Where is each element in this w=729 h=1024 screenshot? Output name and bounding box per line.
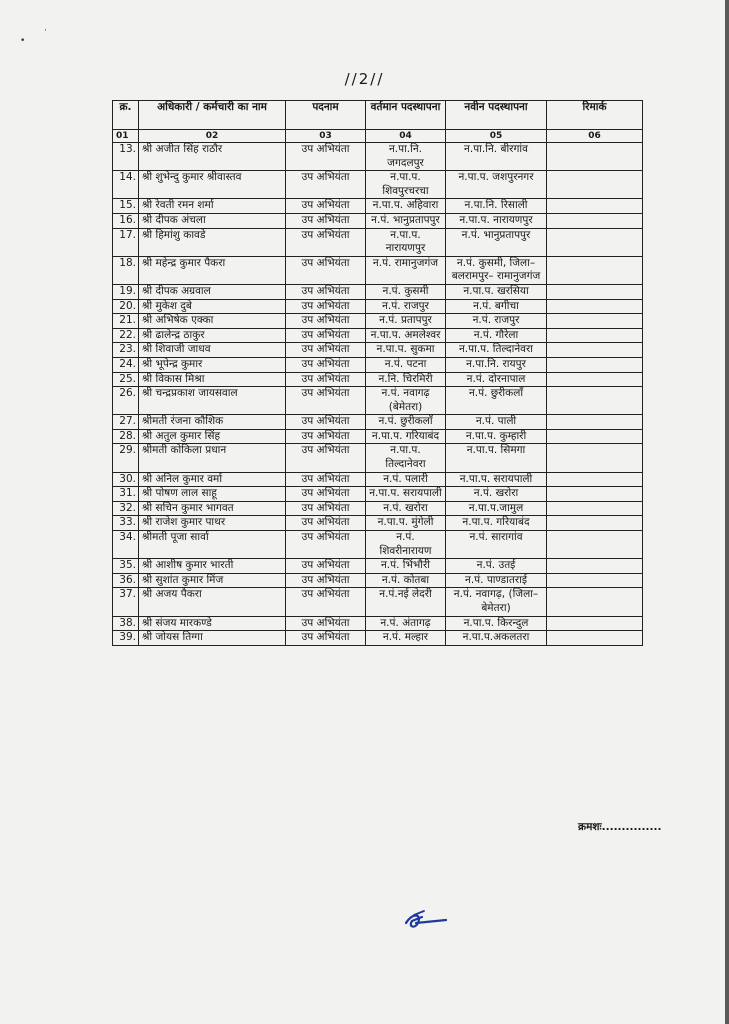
col-code: 01	[113, 130, 139, 143]
cell-officer-name: श्री शिवाजी जाधव	[139, 343, 286, 358]
cell-new-posting: न.पा.प.अकलतरा	[446, 631, 547, 646]
cell-remark	[547, 372, 643, 387]
cell-designation: उप अभियंता	[286, 631, 366, 646]
cell-officer-name: श्री चन्द्रप्रकाश जायसवाल	[139, 387, 286, 415]
cell-sno: 36.	[113, 573, 139, 588]
cell-sno: 35.	[113, 559, 139, 574]
table-row	[113, 213, 643, 228]
cell-remark	[547, 444, 643, 472]
cell-current-posting: न.पं. पटना	[366, 357, 446, 372]
scan-speck: ·	[44, 26, 47, 36]
col-header-sno: क्र.	[113, 101, 139, 130]
cell-current-posting: न.पं. नवागढ़ (बेमेतरा)	[366, 387, 446, 415]
cell-new-posting: न.पं. भानुप्रतापपुर	[446, 228, 547, 256]
cell-remark	[547, 501, 643, 516]
cell-officer-name: श्री पोषण लाल साहू	[139, 487, 286, 502]
cell-remark	[547, 199, 643, 214]
cell-current-posting: न.पं. कोतबा	[366, 573, 446, 588]
page-edge-shadow	[725, 0, 729, 1024]
cell-designation: उप अभियंता	[286, 429, 366, 444]
cell-officer-name: श्री सचिन कुमार भागवत	[139, 501, 286, 516]
cell-officer-name: श्री दीपक अंचला	[139, 213, 286, 228]
cell-new-posting: न.पा.प. गरियाबंद	[446, 516, 547, 531]
signature-mark	[400, 905, 450, 933]
cell-sno: 31.	[113, 487, 139, 502]
cell-new-posting: न.पं. बगीचा	[446, 299, 547, 314]
cell-new-posting: न.पा.प. कुम्हारी	[446, 429, 547, 444]
cell-new-posting: न.पा.प. नारायणपुर	[446, 213, 547, 228]
col-header-designation: पदनाम	[286, 101, 366, 130]
cell-current-posting: न.पं. खरोरा	[366, 501, 446, 516]
cell-designation: उप अभियंता	[286, 228, 366, 256]
table-row	[113, 631, 643, 646]
cell-remark	[547, 143, 643, 171]
cell-new-posting: न.पा.नि. रिसाली	[446, 199, 547, 214]
cell-new-posting: न.पा.प. तिल्दानेवरा	[446, 343, 547, 358]
col-header-new-posting: नवीन पदस्थापना	[446, 101, 547, 130]
cell-current-posting: न.पं.नई लेदरी	[366, 588, 446, 616]
cell-remark	[547, 472, 643, 487]
cell-new-posting: न.पं. खरोरा	[446, 487, 547, 502]
table-row	[113, 314, 643, 329]
cell-new-posting: न.पं. कुसमी, जिला–बलरामपुर– रामानुजगंज	[446, 256, 547, 284]
cell-designation: उप अभियंता	[286, 516, 366, 531]
cell-remark	[547, 387, 643, 415]
cell-officer-name: श्री महेन्द्र कुमार पैकरा	[139, 256, 286, 284]
cell-remark	[547, 228, 643, 256]
cell-new-posting: न.पा.प.जामुल	[446, 501, 547, 516]
cell-remark	[547, 516, 643, 531]
cell-new-posting: न.पं. उतई	[446, 559, 547, 574]
cell-current-posting: न.पा.प. अहिवारा	[366, 199, 446, 214]
cell-current-posting: न.पा.प. अमलेश्वर	[366, 328, 446, 343]
cell-officer-name: श्री हिमांशु कावडे	[139, 228, 286, 256]
cell-sno: 14.	[113, 171, 139, 199]
table-row	[113, 501, 643, 516]
cell-current-posting: न.पं. राजपुर	[366, 299, 446, 314]
cell-officer-name: श्रीमती रंजना कौशिक	[139, 415, 286, 430]
cell-designation: उप अभियंता	[286, 213, 366, 228]
table-row	[113, 343, 643, 358]
cell-new-posting: न.पं. राजपुर	[446, 314, 547, 329]
cell-current-posting: न.नि. चिरमिरी	[366, 372, 446, 387]
cell-designation: उप अभियंता	[286, 284, 366, 299]
col-code: 04	[366, 130, 446, 143]
cell-new-posting: न.पं. पाली	[446, 415, 547, 430]
column-code-row	[113, 130, 643, 143]
cell-remark	[547, 284, 643, 299]
cell-current-posting: न.पा.प. गरियाबंद	[366, 429, 446, 444]
cell-current-posting: न.पं. छुरीकलाँ	[366, 415, 446, 430]
cell-designation: उप अभियंता	[286, 531, 366, 559]
cell-designation: उप अभियंता	[286, 501, 366, 516]
cell-remark	[547, 616, 643, 631]
col-code: 06	[547, 130, 643, 143]
cell-sno: 15.	[113, 199, 139, 214]
cell-officer-name: श्री रेवती रमन शर्मा	[139, 199, 286, 214]
cell-designation: उप अभियंता	[286, 143, 366, 171]
cell-officer-name: श्री भूपेन्द्र कुमार	[139, 357, 286, 372]
cell-current-posting: न.पा.नि. जगदलपुर	[366, 143, 446, 171]
table-row	[113, 429, 643, 444]
cell-sno: 23.	[113, 343, 139, 358]
cell-remark	[547, 328, 643, 343]
table-row	[113, 588, 643, 616]
cell-designation: उप अभियंता	[286, 387, 366, 415]
cell-designation: उप अभियंता	[286, 256, 366, 284]
cell-new-posting: न.पा.प. सिमगा	[446, 444, 547, 472]
cell-sno: 33.	[113, 516, 139, 531]
table-row	[113, 299, 643, 314]
cell-officer-name: श्री अनिल कुमार वर्मा	[139, 472, 286, 487]
cell-designation: उप अभियंता	[286, 343, 366, 358]
cell-designation: उप अभियंता	[286, 199, 366, 214]
col-header-remark: रिमार्क	[547, 101, 643, 130]
cell-officer-name: श्री राजेश कुमार पाथर	[139, 516, 286, 531]
table-row	[113, 228, 643, 256]
cell-sno: 39.	[113, 631, 139, 646]
table-row	[113, 328, 643, 343]
cell-officer-name: श्रीमती कोकिला प्रधान	[139, 444, 286, 472]
cell-remark	[547, 631, 643, 646]
cell-remark	[547, 299, 643, 314]
cell-remark	[547, 256, 643, 284]
page-number: //2//	[344, 70, 385, 88]
cell-remark	[547, 213, 643, 228]
table-row	[113, 143, 643, 171]
cell-remark	[547, 531, 643, 559]
cell-current-posting: न.पं. प्रतापपुर	[366, 314, 446, 329]
table-row	[113, 199, 643, 214]
cell-current-posting: न.पं. शिवरीनारायण	[366, 531, 446, 559]
table-row	[113, 357, 643, 372]
cell-current-posting: न.पं. भिंभौरी	[366, 559, 446, 574]
continued-note: क्रमशः...............	[578, 821, 662, 833]
cell-new-posting: न.पा.प. सरायपाली	[446, 472, 547, 487]
cell-remark	[547, 357, 643, 372]
cell-new-posting: न.पा.प. जशपुरनगर	[446, 171, 547, 199]
col-code: 05	[446, 130, 547, 143]
cell-officer-name: श्री अजीत सिंह राठौर	[139, 143, 286, 171]
cell-new-posting: न.पं. गौरेला	[446, 328, 547, 343]
cell-designation: उप अभियंता	[286, 616, 366, 631]
cell-designation: उप अभियंता	[286, 299, 366, 314]
cell-sno: 25.	[113, 372, 139, 387]
cell-officer-name: श्री अभिषेक एक्का	[139, 314, 286, 329]
transfer-order-table	[112, 100, 643, 646]
cell-sno: 24.	[113, 357, 139, 372]
cell-sno: 37.	[113, 588, 139, 616]
table-row	[113, 616, 643, 631]
cell-current-posting: न.पं. कुसमी	[366, 284, 446, 299]
cell-new-posting: न.पा.नि. रायपुर	[446, 357, 547, 372]
cell-new-posting: न.पं. नवागढ़, (जिला–बेमेतरा)	[446, 588, 547, 616]
cell-sno: 17.	[113, 228, 139, 256]
cell-sno: 19.	[113, 284, 139, 299]
cell-designation: उप अभियंता	[286, 559, 366, 574]
cell-sno: 22.	[113, 328, 139, 343]
cell-current-posting: न.पं. मल्हार	[366, 631, 446, 646]
table-row	[113, 284, 643, 299]
cell-officer-name: श्री अजय पैकरा	[139, 588, 286, 616]
cell-designation: उप अभियंता	[286, 328, 366, 343]
cell-officer-name: श्री अतुल कुमार सिंह	[139, 429, 286, 444]
table-row	[113, 559, 643, 574]
cell-new-posting: न.पं. दोरनापाल	[446, 372, 547, 387]
table-row	[113, 171, 643, 199]
cell-sno: 13.	[113, 143, 139, 171]
cell-sno: 20.	[113, 299, 139, 314]
table-row	[113, 256, 643, 284]
cell-new-posting: न.पा.नि. बीरगांव	[446, 143, 547, 171]
cell-remark	[547, 314, 643, 329]
cell-current-posting: न.पा.प. नारायणपुर	[366, 228, 446, 256]
table-row	[113, 531, 643, 559]
cell-remark	[547, 171, 643, 199]
cell-officer-name: श्री आशीष कुमार भारती	[139, 559, 286, 574]
cell-officer-name: श्री विकास मिश्रा	[139, 372, 286, 387]
cell-sno: 16.	[113, 213, 139, 228]
cell-new-posting: न.पं. सारागांव	[446, 531, 547, 559]
table-row	[113, 372, 643, 387]
col-code: 03	[286, 130, 366, 143]
table-row	[113, 444, 643, 472]
cell-officer-name: श्री शुभेन्दु कुमार श्रीवास्तव	[139, 171, 286, 199]
col-code: 02	[139, 130, 286, 143]
cell-current-posting: न.पा.प. मुंगेली	[366, 516, 446, 531]
cell-new-posting: न.पं. पाण्डातराई	[446, 573, 547, 588]
cell-sno: 32.	[113, 501, 139, 516]
cell-designation: उप अभियंता	[286, 444, 366, 472]
table-row	[113, 573, 643, 588]
cell-sno: 29.	[113, 444, 139, 472]
cell-designation: उप अभियंता	[286, 357, 366, 372]
cell-new-posting: न.पं. छुरीकलाँ	[446, 387, 547, 415]
cell-remark	[547, 573, 643, 588]
cell-remark	[547, 588, 643, 616]
cell-sno: 26.	[113, 387, 139, 415]
cell-officer-name: श्री दीपक अग्रवाल	[139, 284, 286, 299]
scan-speck: •	[20, 36, 26, 46]
cell-current-posting: न.पा.प. सरायपाली	[366, 487, 446, 502]
cell-remark	[547, 559, 643, 574]
col-header-name: अधिकारी / कर्मचारी का नाम	[139, 101, 286, 130]
col-header-current-posting: वर्तमान पदस्थापना	[366, 101, 446, 130]
cell-designation: उप अभियंता	[286, 372, 366, 387]
table-row	[113, 472, 643, 487]
cell-designation: उप अभियंता	[286, 314, 366, 329]
cell-officer-name: श्री संजय मारकण्डे	[139, 616, 286, 631]
cell-current-posting: न.पा.प. तिल्दानेवरा	[366, 444, 446, 472]
cell-designation: उप अभियंता	[286, 472, 366, 487]
cell-remark	[547, 429, 643, 444]
cell-remark	[547, 343, 643, 358]
cell-designation: उप अभियंता	[286, 588, 366, 616]
cell-current-posting: न.पा.प. शिवपुरचरचा	[366, 171, 446, 199]
cell-officer-name: श्री मुकेश दुबे	[139, 299, 286, 314]
cell-sno: 21.	[113, 314, 139, 329]
table-row	[113, 415, 643, 430]
cell-officer-name: श्रीमती पूजा सार्वा	[139, 531, 286, 559]
cell-officer-name: श्री सुशांत कुमार मिंज	[139, 573, 286, 588]
cell-designation: उप अभियंता	[286, 171, 366, 199]
cell-current-posting: न.पा.प. सुकमा	[366, 343, 446, 358]
table-header-row	[113, 101, 643, 130]
cell-designation: उप अभियंता	[286, 487, 366, 502]
cell-current-posting: न.पं. रामानुजगंज	[366, 256, 446, 284]
cell-new-posting: न.पा.प. खरसिया	[446, 284, 547, 299]
cell-sno: 28.	[113, 429, 139, 444]
cell-current-posting: न.पं. पलारी	[366, 472, 446, 487]
cell-sno: 30.	[113, 472, 139, 487]
cell-new-posting: न.पा.प. किरन्दुल	[446, 616, 547, 631]
cell-officer-name: श्री जोयस तिग्गा	[139, 631, 286, 646]
cell-sno: 34.	[113, 531, 139, 559]
cell-current-posting: न.पं. अंतागढ़	[366, 616, 446, 631]
table-row	[113, 516, 643, 531]
cell-sno: 38.	[113, 616, 139, 631]
table-row	[113, 487, 643, 502]
cell-sno: 18.	[113, 256, 139, 284]
cell-designation: उप अभियंता	[286, 415, 366, 430]
table-row	[113, 387, 643, 415]
cell-remark	[547, 415, 643, 430]
cell-officer-name: श्री ढालेन्द्र ठाकुर	[139, 328, 286, 343]
cell-sno: 27.	[113, 415, 139, 430]
cell-current-posting: न.पं. भानुप्रतापपुर	[366, 213, 446, 228]
cell-remark	[547, 487, 643, 502]
cell-designation: उप अभियंता	[286, 573, 366, 588]
